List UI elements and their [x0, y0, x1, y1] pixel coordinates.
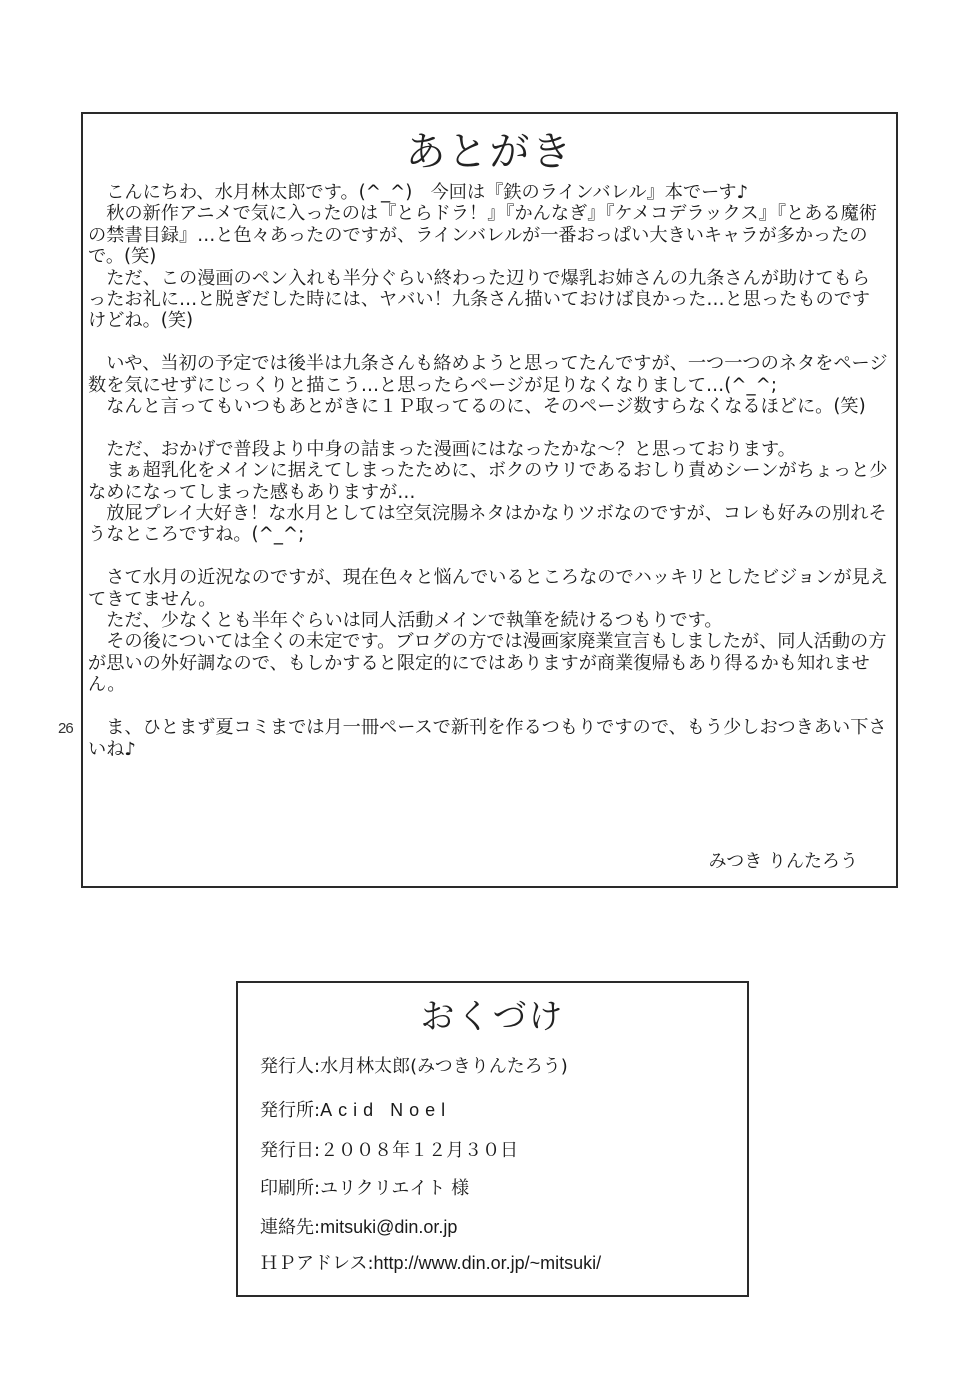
page-number: 26 [58, 720, 73, 737]
afterword-title: あとがき [405, 129, 574, 175]
afterword-paragraph: いや、当初の予定では後半は九条さんも絡めようと思ってたんですが、一つ一つのネタをページ数を気にせずにじっくりと描こう…と思ったらページが足りなくなりまして…(^_^; [88, 353, 888, 396]
colophon-row-homepage [260, 1251, 601, 1276]
homepage-url[interactable]: http://www.din.or.jp/~mitsuki/ [373, 1253, 602, 1273]
contact-label: 連絡先: [260, 1217, 321, 1238]
afterword-paragraph: さて水月の近況なのですが、現在色々と悩んでいるところなのでハッキリとしたビジョンが見えてきてません。 [88, 567, 888, 610]
afterword-box [81, 112, 898, 888]
afterword-paragraph: ただ、おかげで普段より中身の詰まった漫画にはなったかな～？と思っております。 [88, 438, 796, 460]
publisher-label: 発行人: [260, 1056, 321, 1077]
colophon-row-date [260, 1139, 518, 1163]
afterword-paragraph: ただ、この漫画のペン入れも半分ぐらい終わった辺りで爆乳お姉さんの九条さんが助けてもらったお礼に…と脱ぎだした時には、ヤバい！九条さん描いておけば良かった…と思ったものですけどね。(笑) [88, 267, 871, 332]
colophon-box [236, 981, 749, 1297]
publishing-house-label: 発行所: [260, 1100, 321, 1121]
publisher-value: 水月林太郎(みつきりんたろう) [320, 1056, 568, 1077]
afterword-paragraph: ただ、少なくとも半年ぐらいは同人活動メインで執筆を続けるつもりです。 [88, 610, 723, 632]
printer-label: 印刷所: [260, 1178, 321, 1199]
contact-email[interactable]: mitsuki@din.or.jp [320, 1217, 458, 1237]
colophon-row-contact [260, 1215, 457, 1240]
afterword-body [88, 182, 888, 760]
publishing-house-value: Acid Noel [320, 1100, 452, 1120]
colophon-row-publisher [260, 1055, 568, 1079]
colophon-row-publishing-house [260, 1098, 451, 1123]
afterword-paragraph: まぁ超乳化をメインに据えてしまったために、ボクのウリであるおしり責めシーンがちょっと少なめになってしまった感もありますが… [88, 460, 888, 503]
paragraph-spacer [88, 332, 888, 353]
paragraph-spacer [88, 546, 888, 567]
paragraph-spacer [88, 696, 888, 717]
afterword-paragraph: その後については全くの未定です。ブログの方では漫画家廃業宣言もしましたが、同人活動の方が思いの外好調なので、もしかすると限定的にではありますが商業復帰もあり得るかも知れません。 [88, 631, 887, 696]
author-signature: みつき りんたろう [708, 851, 858, 872]
afterword-paragraph: ま、ひとまず夏コミまでは月一冊ペースで新刊を作るつもりですので、もう少しおつきあい下さいね♪ [88, 717, 887, 760]
afterword-paragraph: 秋の新作アニメで気に入ったのは『とらドラ！』『かんなぎ』『ケメコデラックス』『とある魔術の禁書目録』…と色々あったのですが、ラインバレルが一番おっぱい大きいキャラが多かったので。(笑) [88, 203, 877, 268]
colophon-row-printer [260, 1177, 469, 1201]
homepage-label: ＨＰアドレス: [260, 1253, 374, 1274]
paragraph-spacer [88, 417, 888, 438]
afterword-paragraph: 放屁プレイ大好き！な水月としては空気浣腸ネタはかなりツボなのですが、コレも好みの別れそうなところですね。(^_^; [88, 503, 887, 546]
date-label: 発行日: [260, 1140, 321, 1161]
printer-value: ユリクリエイト 様 [320, 1178, 470, 1199]
afterword-paragraph: こんにちわ、水月林太郎です。(^_^) 今回は『鉄のラインバレル』本でーす♪ [88, 182, 749, 203]
colophon-title: おくづけ [420, 997, 565, 1037]
date-value: ２００８年１２月３０日 [320, 1140, 519, 1161]
afterword-paragraph: なんと言ってもいつもあとがきに１Ｐ取ってるのに、そのページ数すらなくなるほどに。(笑) [88, 396, 866, 418]
